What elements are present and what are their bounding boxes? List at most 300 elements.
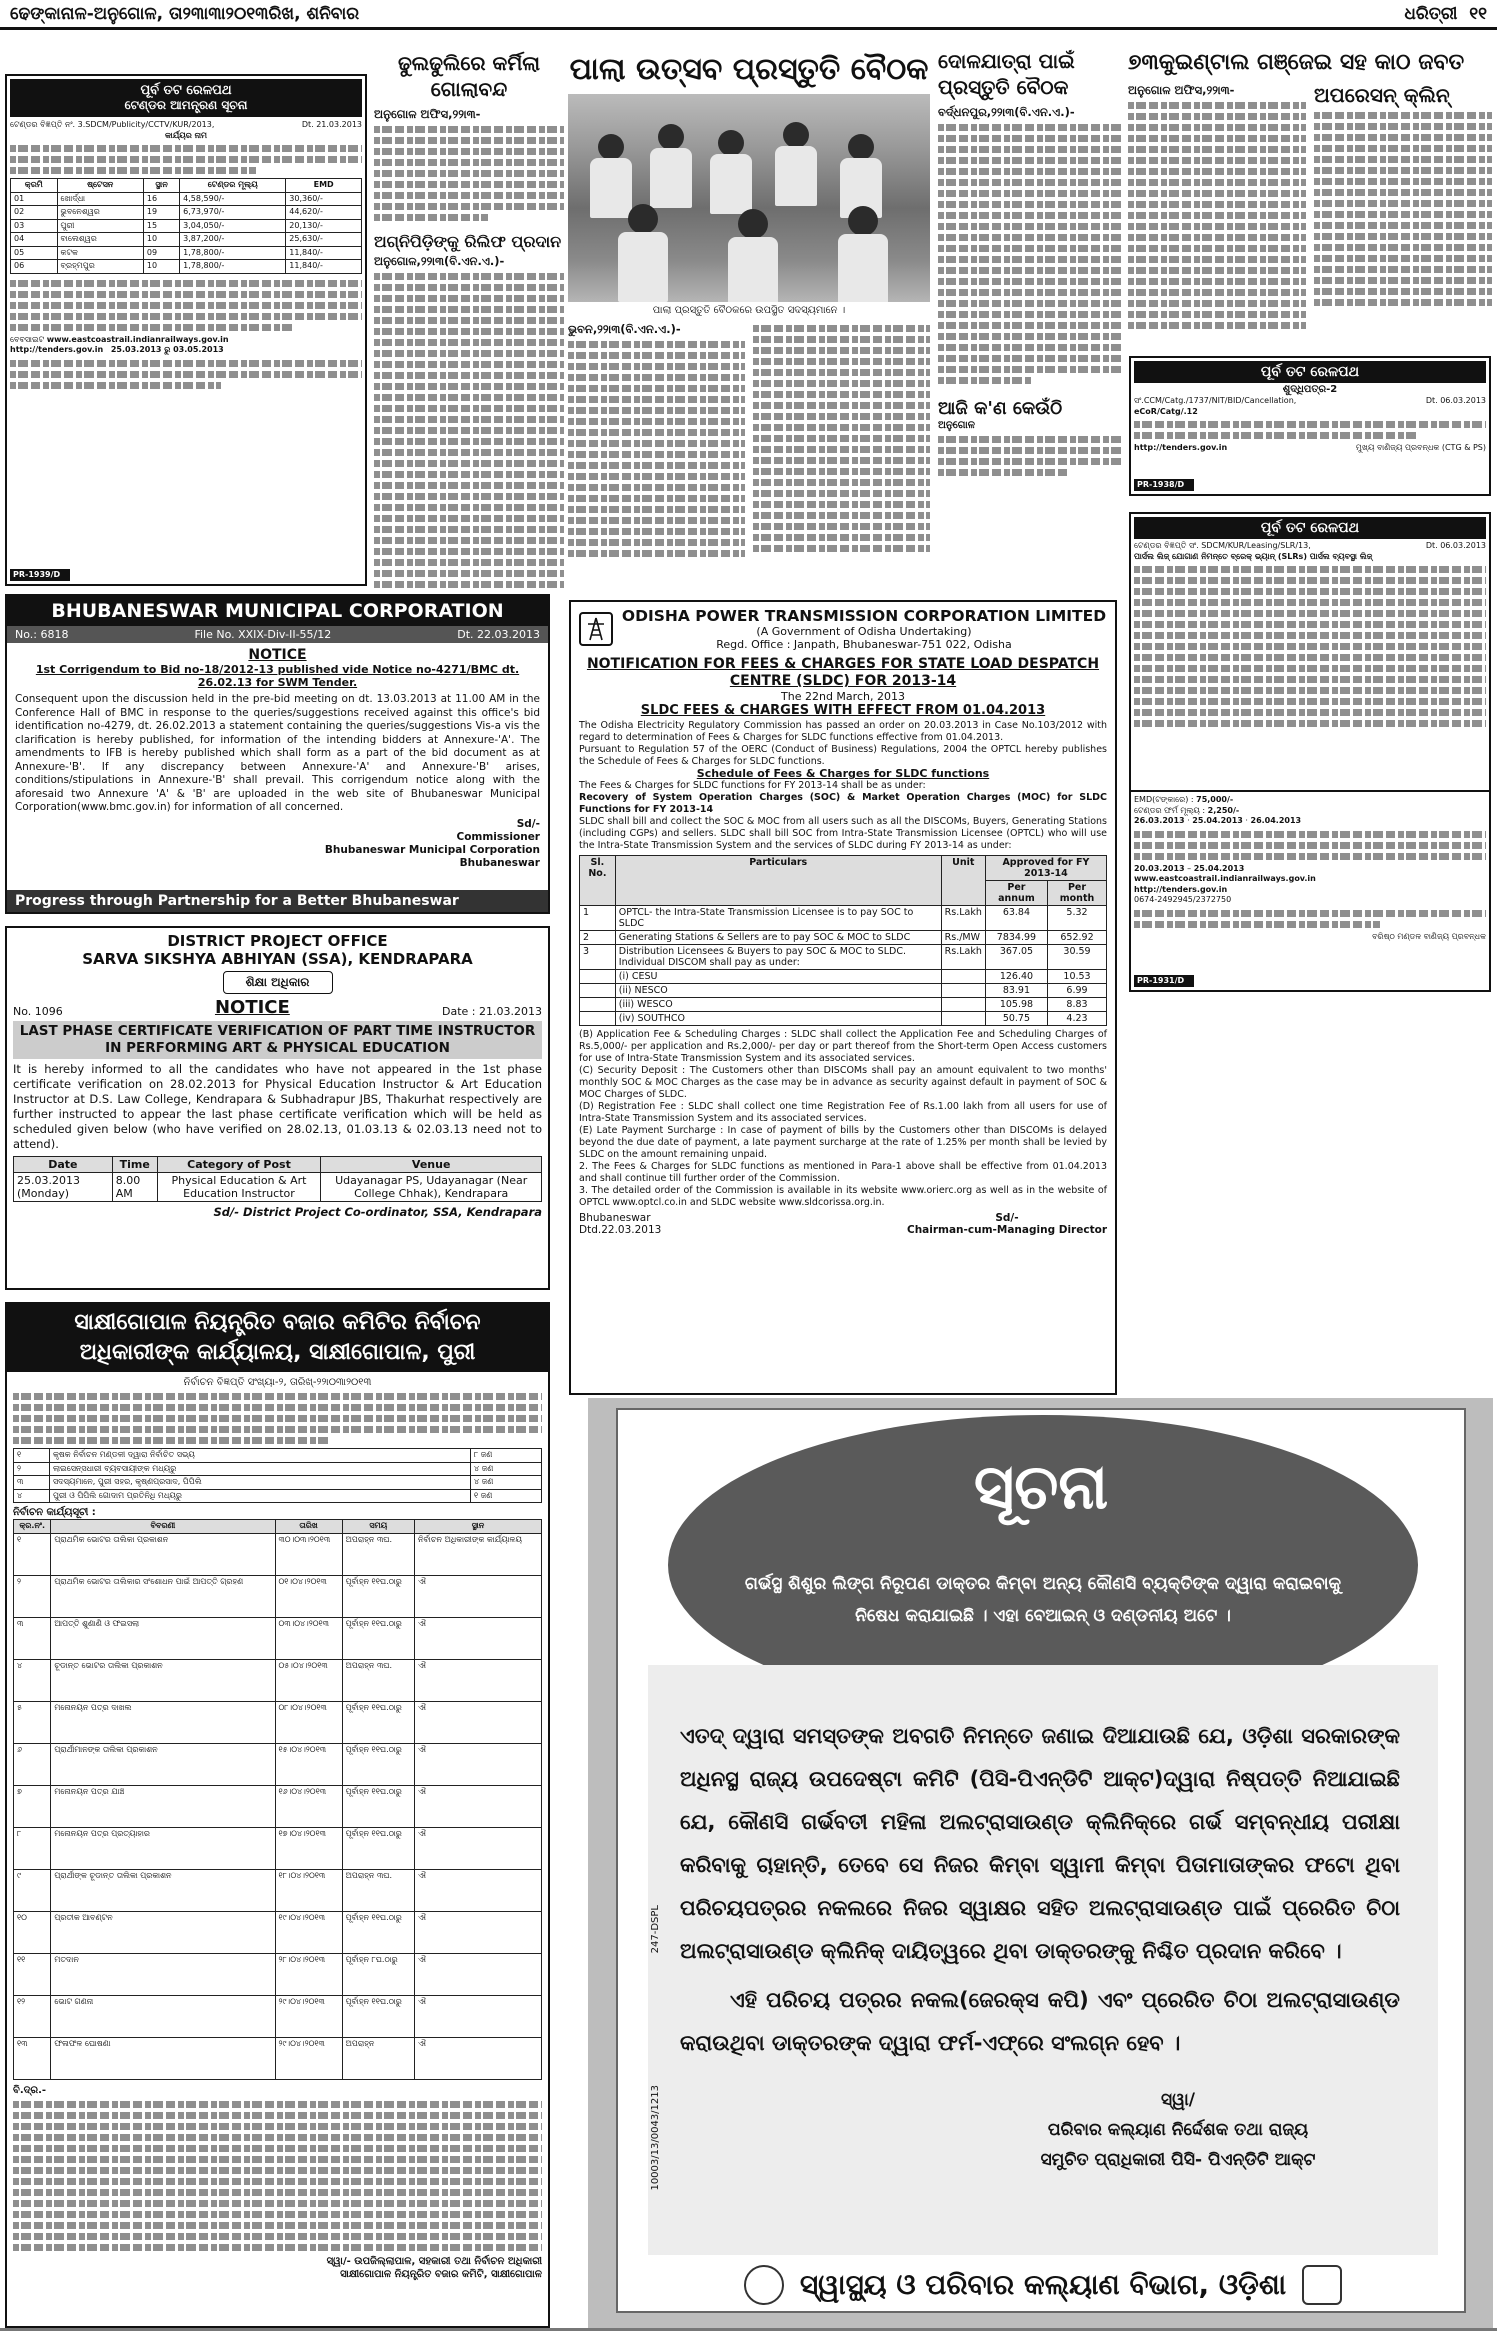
optcl-cell: 30.59 — [1048, 945, 1107, 970]
health-side1: 247-DSPL — [650, 1905, 661, 1954]
sakhi-cell: ଆପତ୍ତି ଶୁଣାଣି ଓ ଫଇସଲା — [51, 1617, 275, 1659]
sakhi-cell: ପ୍ରାଥମିକ ଭୋଟର ତାଲିକା ପ୍ରକାଶନ — [51, 1533, 275, 1575]
story-ganja-col2 — [1314, 82, 1492, 333]
rail-ad-date: Dt. 21.03.2013 — [301, 120, 362, 129]
rail-big-org: ପୂର୍ବ ତଟ ରେଳପଥ — [1134, 517, 1486, 539]
optcl-th: Particulars — [615, 856, 941, 906]
story-tulu-subheadline: ଅଗ୍ନିପିଡ଼ିଙ୍କୁ ରିଲିଫ ପ୍ରଦାନ — [374, 232, 562, 251]
story-tulu-sub-body — [374, 253, 564, 590]
sakhi-cell: ଅପରାହ୍ନ ୩ଘ. — [342, 1533, 414, 1575]
optcl-subcell: 50.75 — [985, 1012, 1047, 1026]
sakhi-cell: ପୂର୍ବାହ୍ନ ୧୧ଘ.ଠାରୁ — [342, 1995, 414, 2037]
optcl-cell: Rs.Lakh — [941, 906, 985, 931]
ssa-th: Venue — [321, 1157, 542, 1173]
optcl-item-d: (D) Registration Fee : SLDC shall collect one time Registration Fee of Rs.1.00 lakh from all users for use of Intra-State Transmission System and its associated services. — [579, 1101, 1107, 1124]
optcl-title: ODISHA POWER TRANSMISSION CORPORATION LIMITED — [621, 607, 1107, 625]
story-pala-col2 — [753, 321, 930, 561]
sakhi-cell: ଐ — [415, 1785, 542, 1827]
optcl-logo — [579, 612, 613, 646]
sakhi-cell: ୦୮।୦୪।୨୦୧୩ — [275, 1701, 342, 1743]
optcl-sd: Sd/- — [995, 1212, 1019, 1224]
sakhi-cell: ପ୍ରାର୍ଥୀଙ୍କ ଚୂଡାନ୍ତ ତାଲିକା ପ୍ରକାଶନ — [51, 1869, 275, 1911]
story-pala-col1 — [568, 321, 745, 561]
ssa-td: 25.03.2013 (Monday) — [14, 1173, 113, 1202]
sakhi-cell: ଐ — [415, 1701, 542, 1743]
optcl-subcell: 83.91 — [985, 984, 1047, 998]
bmc-corrigendum: 1st Corrigendum to Bid no-18/2012-13 published vide Notice no-4271/BMC dt. 26.02.13 for SWM Tender. — [35, 663, 520, 689]
optcl-cell: 367.05 — [985, 945, 1047, 970]
nrhm-logo-icon — [744, 2265, 784, 2305]
rail-big-lines — [1134, 566, 1486, 727]
bmc-date: Dt. 22.03.2013 — [457, 628, 540, 641]
sakhigopal-notice — [5, 1302, 550, 2328]
rail-cell: 06 — [11, 260, 58, 274]
optcl-item2: 2. The Fees & Charges for SLDC functions as mentioned in Para-1 above shall be effective from 01.04.2013 and shall continue till further order of the Commission. — [579, 1161, 1107, 1184]
optcl-subcell: 126.40 — [985, 970, 1047, 984]
sakhi-cell: ଅପରାହ୍ନ — [342, 2037, 414, 2079]
rail-big-title: ପାର୍ସଲ ଲିଜ୍ ଯୋଗାଣ ନିମନ୍ତେ ବ୍ରେକ୍ ଭ୍ୟାନ୍ (SLRs) ପାର୍ସଲ ବ୍ୟବସ୍ଥା ଲିଜ୍ — [1134, 551, 1373, 561]
rail-cell: 02 — [11, 206, 58, 220]
sakhi-cell: ଚୂଡାନ୍ତ ଭୋଟର ତାଲିକା ପ୍ରକାଶନ — [51, 1659, 275, 1701]
sakhi-cell: ୧୫।୦୪।୨୦୧୩ — [275, 1743, 342, 1785]
rail-ad-site2[interactable]: http://tenders.gov.in — [10, 345, 104, 354]
sakhi-cell: ଐ — [415, 1995, 542, 2037]
rail-big-fee-label: ଟେଣ୍ଡର ଫର୍ମ ମୂଲ୍ୟ — [1134, 805, 1200, 815]
story-tulu-dateline: ଅନୁଗୋଳ ଅଫିସ,୨୨ା୩- — [374, 107, 481, 121]
optcl-cell: 652.92 — [1048, 931, 1107, 945]
optcl-subcell: 105.98 — [985, 998, 1047, 1012]
rail-row — [11, 219, 362, 233]
optcl-footer — [579, 1212, 1107, 1236]
optcl-subcell: 8.83 — [1048, 998, 1107, 1012]
rail-row — [11, 260, 362, 274]
rail-ad-site1[interactable]: www.eastcoastrail.indianrailways.gov.in — [46, 334, 229, 344]
rail-ad-site-line2 — [10, 345, 362, 356]
rail-cell: ବ୍ରହ୍ମପୁର — [57, 260, 143, 274]
sakhi-row — [14, 1659, 542, 1701]
rail-big-emd-label: EMD(ଟଙ୍କାରେ) — [1134, 795, 1189, 804]
sakhi-cell: ୧୭।୦୪।୨୦୧୩ — [275, 1827, 342, 1869]
health-title: ସୂଚନା — [973, 1450, 1109, 1523]
sakhi-member-cell: ଲାଇସେନ୍ସଧାରୀ ବ୍ୟବସାୟୀଙ୍କ ମଧ୍ୟରୁ — [49, 1462, 470, 1476]
rail-th: ଷ୍ଟେସନ — [57, 179, 143, 193]
health-body-box — [648, 1665, 1438, 2255]
rail-cell: 1,78,800/- — [180, 260, 286, 274]
ssa-notice-title: NOTICE — [214, 997, 290, 1018]
health-body2: ଏହି ପରିଚୟ ପତ୍ରର ନକଲ(ଜେରକ୍ସ କପି) ଏବଂ ପ୍ରେରିତ ଚିଠା ଅଲଟ୍ରାସାଉଣ୍ଡ କରାଉଥିବା ଡାକ୍ତରଙ୍କ ଦ୍ୱାରା ଫର୍ମ-ଏଫ୍‌ରେ ସଂଲଗ୍ନ ହେବ । — [680, 1988, 1400, 2055]
sakhi-cell: ମତଦାନ — [51, 1953, 275, 1995]
rail-big-ref — [1134, 541, 1486, 552]
rail-cell: 20,130/- — [286, 219, 362, 233]
sakhi-cell: ୬ — [14, 1743, 51, 1785]
rail-cell: 25,630/- — [286, 233, 362, 247]
sakhi-intro — [13, 1393, 542, 1444]
ssa-td: 8.00 AM — [112, 1173, 157, 1202]
rail-big-date-item: 26.04.2013 — [1250, 816, 1302, 825]
sakhi-cell: ୧୨ — [14, 1995, 51, 2037]
sakhi-member-cell: ୩ — [14, 1476, 50, 1490]
story-ganja-col1 — [1128, 82, 1306, 333]
optcl-sub-heading: SLDC FEES & CHARGES WITH EFFECT FROM 01.04.2013 — [640, 703, 1046, 718]
bmc-notice — [5, 594, 550, 914]
sakhi-program-table — [13, 1519, 542, 2080]
sakhi-member-row — [14, 1489, 542, 1503]
sakhi-row — [14, 1701, 542, 1743]
sakhi-row — [14, 1575, 542, 1617]
rail-row — [11, 206, 362, 220]
sakhi-cell: ୦୩।୦୪।୨୦୧୩ — [275, 1617, 342, 1659]
optcl-row — [580, 906, 1107, 931]
optcl-sub: (A Government of Odisha Undertaking) — [756, 625, 972, 638]
rail-big-fee-value: 2,250/- — [1207, 805, 1240, 815]
rail-th: EMD — [286, 179, 362, 193]
story-tulu-headline: ଢୁଲଢୁଲିରେ କର୍ମିଲା ଗୋଲାବନ୍ଦ — [397, 51, 541, 101]
optcl-th: Per month — [1048, 881, 1107, 906]
sakhi-cell: ୦୧।୦୪।୨୦୧୩ — [275, 1575, 342, 1617]
bmc-file: File No. XXIX-Div-II-55/12 — [194, 628, 332, 641]
story-ganja-sub: ଅପରେସନ୍ କ୍ଲିନ୍ — [1314, 83, 1450, 107]
sakhi-member-cell: ପୁରୀ ଓ ପିପିଲି ଗୋଦାମ ପ୍ରତିନିଧି ମଧ୍ୟରୁ — [49, 1489, 470, 1503]
bmc-signature — [15, 818, 540, 870]
ssa-title1: DISTRICT PROJECT OFFICE — [167, 932, 388, 950]
sakhi-cell: ପୂର୍ବାହ୍ନ ୧୧ଘ.ଠାରୁ — [342, 1827, 414, 1869]
sakhi-cell: ୨୮।୦୪।୨୦୧୩ — [275, 1953, 342, 1995]
sakhi-cell: ଅପରାହ୍ନ ୩ଘ. — [342, 1659, 414, 1701]
sakhi-title1: ସାକ୍ଷୀଗୋପାଳ ନିୟନ୍ତ୍ରିତ ବଜାର କମିଟିର ନିର୍ବାଚନ — [74, 1310, 481, 1335]
sakhi-members-table — [13, 1448, 542, 1503]
optcl-item1: The Fees & Charges for SLDC functions for FY 2013-14 shall be as under: — [579, 780, 926, 791]
rail-cell: ଭୁବନେଶ୍ୱର — [57, 206, 143, 220]
health-footer-text: ସ୍ୱାସ୍ଥ୍ୟ ଓ ପରିବାର କଲ୍ୟାଣ ବିଭାଗ, ଓଡ଼ିଶା — [799, 2268, 1287, 2301]
story-ganja-headline: ୭୩କୁଇଣ୍ଟାଲ ଗଞ୍ଜେଇ ସହ କାଠ ଜବତ — [1128, 50, 1465, 75]
sakhi-member-cell: ସଦସ୍ୟମାନେ, ପୁରୀ ସହର, କୃଷ୍ଣପ୍ରସାଦ, ପିପିଲି — [49, 1476, 470, 1490]
rail-big-lines2 — [1134, 831, 1486, 860]
rail-big-site2[interactable]: http://tenders.gov.in — [1134, 884, 1228, 894]
sakhi-cell: ୧୩ — [14, 2037, 51, 2079]
sakhi-cell: ୯ — [14, 1869, 51, 1911]
ssa-date: Date : 21.03.2013 — [442, 1005, 542, 1018]
health-lead: ଗର୍ଭସ୍ଥ ଶିଶୁର ଲିଙ୍ଗ ନିରୂପଣ ଡାକ୍ତର କିମ୍ବା ଅନ୍ୟ କୌଣସି ବ୍ୟକ୍ତିଙ୍କ ଦ୍ୱାରା କରାଇବାକୁ ନିଷେଧ କରାଯାଇଛି । ଏହା ବେଆଇନ୍ ଓ ଦଣ୍ଡନୀୟ ଅଟେ । — [744, 1574, 1342, 1626]
bmc-body: Consequent upon the discussion held in the pre-bid meeting on dt. 13.03.2013 at 11.00 AM in the Conference Hall of BMC in response to the queries/suggestions received against this office's bid identification no-4279, dt. 26.02.2013 a statement containing the queries/suggestions Vis-a vis the clarification is hereby published, for information of the intending bidders at Annexure-'A'. The amendments to IFB is hereby published which shall form as a part of the bid document as at Annexure-'B'. If any discrepancy between Annexure-'A' and Annexure-'B' arises, conditions/stipulations in Annexure-'B' shall prevail. This corrigendum notice along with the aforesaid two Annexure 'A' & 'B' are uploaded in the web site of Bhubaneswar Municipal Corporation(www.bmc.gov.in) for information of all concerned. — [15, 693, 540, 813]
story-pala-caption: ପାଲା ପ୍ରସ୍ତୁତି ବୈଠକରେ ଉପସ୍ଥିତ ସଦସ୍ୟମାନେ । — [652, 305, 846, 316]
rail-big-date-item: 26.03.2013 — [1134, 816, 1185, 825]
story-dol-body — [938, 104, 1123, 388]
rail-big-date: Dt. 06.03.2013 — [1425, 541, 1486, 550]
sakhi-cell: ଐ — [415, 1911, 542, 1953]
sakhi-row — [14, 1743, 542, 1785]
ssa-th: Date — [14, 1157, 113, 1173]
optcl-subcell: (i) CESU — [615, 970, 941, 984]
optcl-cell: 3 — [580, 945, 616, 970]
optcl-subrow — [580, 970, 1107, 984]
sakhi-cell: ପ୍ରାର୍ଥୀମାନଙ୍କ ତାଲିକା ପ୍ରକାଶନ — [51, 1743, 275, 1785]
optcl-subrow — [580, 1012, 1107, 1026]
sakhi-member-cell: ୪ — [14, 1489, 50, 1503]
rail-small-org: ପୂର୍ବ ତଟ ରେଳପଥ — [1134, 361, 1486, 383]
story-ganja-dateline: ଅନୁଗୋଳ ଅଫିସ,୨୨ା୩- — [1128, 83, 1235, 97]
sakhi-member-cell: କୃଷକ ନିର୍ବାଚନ ମଣ୍ଡଳୀ ଦ୍ୱାରା ନିର୍ବାଚିତ ସଭ୍ୟ — [49, 1449, 470, 1463]
rail-ad-code: PR-1939/D — [10, 569, 70, 582]
rail-big-lines3 — [1134, 910, 1486, 928]
optcl-tower-icon — [583, 616, 609, 642]
sakhi-th: ସ୍ଥାନ — [415, 1520, 542, 1534]
sakhi-row — [14, 1953, 542, 1995]
railway-corrigendum-ad — [1129, 356, 1491, 496]
sakhi-cell: ୨୯।୦୪।୨୦୧୩ — [275, 2037, 342, 2079]
sakhi-member-row — [14, 1462, 542, 1476]
optcl-th: Per annum — [985, 881, 1047, 906]
sakhi-cell: ଐ — [415, 2037, 542, 2079]
optcl-sign: Chairman-cum-Managing Director — [906, 1224, 1107, 1236]
sakhi-cell: ଐ — [415, 1617, 542, 1659]
rail-cell: 19 — [143, 206, 179, 220]
rail-small-sign: ମୁଖ୍ୟ ବାଣିଜ୍ୟ ପ୍ରବନ୍ଧକ (CTG & PS) — [1355, 443, 1486, 452]
optcl-subrow — [580, 984, 1107, 998]
sakhi-cell: ୧୬।୦୪।୨୦୧୩ — [275, 1785, 342, 1827]
rail-cell: 15 — [143, 219, 179, 233]
sakhi-cell: ନିର୍ବାଚନ ଅଧିକାରୀଙ୍କ କାର୍ଯ୍ୟାଳୟ — [415, 1533, 542, 1575]
header-dateline: ଢେଙ୍କାନାଳ-ଅନୁଗୋଳ, ତା୨୩ା୩ା୨୦୧୩ରିଖ, ଶନିବାର — [10, 3, 360, 24]
rail-cell: 10 — [143, 233, 179, 247]
rail-ad-title: ଟେଣ୍ଡର ଆମନ୍ତ୍ରଣ ସୂଚନା — [124, 98, 248, 112]
ssa-notice — [5, 926, 550, 1290]
sakhi-row — [14, 1911, 542, 1953]
rail-ad-table — [10, 178, 362, 274]
optcl-item-a: Recovery of System Operation Charges (SOC) & Market Operation Charges (MOC) for SLDC Functions for FY 2013-14 — [579, 792, 1107, 815]
rail-small-ref — [1134, 396, 1486, 407]
sakhi-cell: ୨୯।୦୪।୨୦୧୩ — [275, 1995, 342, 2037]
optcl-item-a-body: SLDC shall bill and collect the SOC & MOC from all users such as all the DISCOMs, Buyers, Generating Stations (including CGPs) and sellers. SLDC shall bill SOC from Intra-State Transmission Licensee (OPTCL) who will use the Intra-State Transmission System and the services of SLDC during FY 2013-14 as under: — [579, 816, 1107, 851]
sakhi-cell: ପୂର୍ବାହ୍ନ ୧୧ଘ.ଠାରୁ — [342, 1743, 414, 1785]
page-number: ୧୧ — [1469, 3, 1487, 24]
story-pala-photo — [568, 94, 930, 302]
rail-big-emd-value: 75,000/- — [1196, 795, 1234, 804]
sakhi-prog-label: ନିର୍ବାଚନ କାର୍ଯ୍ୟସୂଚୀ : — [13, 1507, 96, 1518]
rail-ad-conditions — [10, 280, 362, 331]
sakhi-cell: ୭ — [14, 1785, 51, 1827]
rail-th: କ୍ରମି — [11, 179, 58, 193]
sakhi-cell: ୧୧ — [14, 1953, 51, 1995]
optcl-office: Regd. Office : Janpath, Bhubaneswar-751 022, Odisha — [716, 638, 1012, 651]
sakhi-member-cell: ୪ ଜଣ — [471, 1462, 542, 1476]
optcl-th: Approved for FY 2013-14 — [985, 856, 1106, 881]
rail-cell: 01 — [11, 192, 58, 206]
optcl-subcell: 4.23 — [1048, 1012, 1107, 1026]
sakhi-cell: ଅପରାହ୍ନ ୩ଘ. — [342, 1869, 414, 1911]
sakhi-cell: ୩୦।୦୩।୨୦୧୩ — [275, 1533, 342, 1575]
sakhi-row — [14, 1995, 542, 2037]
bmc-title: BHUBANESWAR MUNICIPAL CORPORATION — [7, 596, 548, 626]
story-pala-dateline: ଭୁବନ,୨୨ା୩(ବି.ଏନ.ଏ.)- — [568, 322, 681, 336]
sakhi-row — [14, 1785, 542, 1827]
sakhi-row — [14, 1869, 542, 1911]
sakhi-member-cell: ୨ — [14, 1462, 50, 1476]
story-dol-headline: ଦୋଳଯାତ୍ରା ପାଇଁ ପ୍ରସ୍ତୁତି ବୈଠକ — [938, 49, 1075, 99]
rail-cell: 10 — [143, 260, 179, 274]
optcl-cell: 1 — [580, 906, 616, 931]
sakhi-row — [14, 1533, 542, 1575]
optcl-subcell: (iv) SOUTHCO — [615, 1012, 941, 1026]
rail-row — [11, 246, 362, 260]
sakhi-cell: ୦୫।୦୪।୨୦୧୩ — [275, 1659, 342, 1701]
sakhi-cell: ୮ — [14, 1827, 51, 1869]
rail-ad-header — [10, 79, 362, 117]
optcl-cell: 5.32 — [1048, 906, 1107, 931]
optcl-place: Bhubaneswar — [579, 1212, 651, 1224]
sakhi-cell: ଐ — [415, 1575, 542, 1617]
optcl-cell: 63.84 — [985, 906, 1047, 931]
rail-big-range: 20.03.2013 – 25.04.2013 — [1134, 863, 1245, 873]
sakhi-cell: ୧ — [14, 1533, 51, 1575]
rail-cell: କଟକ — [57, 246, 143, 260]
rail-cell: 4,58,590/- — [180, 192, 286, 206]
sakhi-member-row — [14, 1449, 542, 1463]
railway-tender-ad — [5, 74, 367, 586]
optcl-p2: Pursuant to Regulation 57 of the OERC (Conduct of Business) Regulations, 2004 the OPTCL hereby publishes the Schedule of Fees & Charges for SLDC functions. — [579, 744, 1107, 767]
rail-small-site[interactable]: http://tenders.gov.in — [1134, 443, 1228, 452]
optcl-schedule: Schedule of Fees & Charges for SLDC functions — [696, 767, 990, 780]
sakhi-th: ତାରିଖ — [275, 1520, 342, 1534]
optcl-row — [580, 945, 1107, 970]
sakhi-th: କ୍ର.ନଂ. — [14, 1520, 51, 1534]
bmc-sign1: Commissioner — [456, 830, 540, 843]
railway-leasing-ad-cont — [1129, 792, 1491, 992]
optcl-p1: The Odisha Electricity Regulatory Commission has passed an order on 20.03.2013 in Case No.103/2012 with regard to determination of Fees & Charges for SLDC functions effective from 01.04.2013. — [579, 720, 1107, 743]
story-pala — [568, 50, 930, 595]
health-sign3: ସମୁଚିତ ପ୍ରାଧିକାରୀ ପିସି- ପିଏନ୍‌ଡିଟି ଆକ୍ଟ — [1040, 2150, 1316, 2170]
rail-small-title: ଶୁଦ୍ଧିପତ୍ର-2 — [1282, 384, 1338, 395]
rail-cell: 44,620/- — [286, 206, 362, 220]
story-tulu-sub-dateline: ଅନୁଗୋଳ,୨୨ା୩(ବି.ଏନ.ଏ.)- — [374, 254, 505, 268]
sakhi-member-row — [14, 1476, 542, 1490]
sakhi-row — [14, 1617, 542, 1659]
sakhi-cell: ମନୋନୟନ ପତ୍ର ଦାଖଲ — [51, 1701, 275, 1743]
sakhi-cell: ପୂର୍ବାହ୍ନ ୧୧ଘ.ଠାରୁ — [342, 1575, 414, 1617]
ssa-no: No. 1096 — [13, 1005, 63, 1018]
sakhi-cell: ୪ — [14, 1659, 51, 1701]
rail-small-date: Dt. 06.03.2013 — [1425, 396, 1486, 405]
rail-cell: 30,360/- — [286, 192, 362, 206]
optcl-item-e: (E) Late Payment Surcharge : In case of payment of bills by the Customers other than DISCOMs is delayed beyond the due date of payment, a late payment surcharge at the rate of 1.25% per month shall be levied by SLDC on the amount remaining unpaid. — [579, 1125, 1107, 1160]
sakhi-cell: ଐ — [415, 1953, 542, 1995]
header-brand — [1404, 4, 1487, 24]
rail-th: ଟେଣ୍ଡର ମୂଲ୍ୟ — [180, 179, 286, 193]
story-dol-dateline: ବର୍ଦ୍ଧନପୁର,୨୨ା୩(ବି.ଏନ.ଏ.)- — [938, 105, 1075, 119]
brand-name: ଧରିତ୍ରୀ — [1404, 3, 1458, 24]
sakhi-notes — [13, 2101, 542, 2251]
sakhi-row — [14, 1827, 542, 1869]
optcl-item-b: (B) Application Fee & Scheduling Charges : SLDC shall collect the Application Fee and Scheduling Charges of Rs.5,000/- per application and Rs.2,000/- per day or part thereof from the Short-term Open Access customers for use of Intra-State Transmission System and its associated services. — [579, 1029, 1107, 1064]
bmc-no: No.: 6818 — [15, 628, 69, 641]
sakhi-cell: ୨ — [14, 1575, 51, 1617]
optcl-dated: The 22nd March, 2013 — [781, 690, 905, 703]
health-notice — [588, 1398, 1493, 2328]
odisha-emblem-icon — [1302, 2265, 1342, 2305]
rail-cell: 6,73,970/- — [180, 206, 286, 220]
health-sign2: ପରିବାର କଲ୍ୟାଣ ନିର୍ଦ୍ଦେଶକ ତଥା ରାଜ୍ୟ — [1047, 2120, 1309, 2140]
optcl-subcell: 10.53 — [1048, 970, 1107, 984]
bmc-sign3: Bhubaneswar — [459, 856, 540, 869]
sakhi-note-label: ବି.ଦ୍ର.- — [13, 2084, 47, 2096]
sakhi-cell: ଐ — [415, 1827, 542, 1869]
health-signature — [968, 2085, 1388, 2175]
story-tulu-body — [374, 106, 564, 225]
health-sign1: ସ୍ୱା/ — [1160, 2090, 1195, 2110]
sakhi-member-cell: ୧ ଜଣ — [471, 1489, 542, 1503]
sakhi-cell: ପୂର୍ବାହ୍ନ ୧୧ଘ.ଠାରୁ — [342, 1785, 414, 1827]
optcl-cell: Distribution Licensees & Buyers to pay SOC & MOC to SLDC. Individual DISCOM shall pay as under: — [615, 945, 941, 970]
bmc-footer: Progress through Partnership for a Better Bhubaneswar — [7, 890, 548, 912]
sakhi-cell: ୫ — [14, 1701, 51, 1743]
sakhi-cell: ପୂର୍ବାହ୍ନ ୧୧ଘ.ଠାରୁ — [342, 1617, 414, 1659]
page-header — [0, 0, 1497, 30]
rail-ad-ref-no: ଟେଣ୍ଡର ବିଜ୍ଞପ୍ତି ନଂ. 3.SDCM/Publicity/CCTV/KUR/2013, — [10, 120, 215, 129]
sakhi-th: ସମୟ — [342, 1520, 414, 1534]
optcl-heading: NOTIFICATION FOR FEES & CHARGES FOR STATE LOAD DESPATCH CENTRE (SLDC) FOR 2013-14 — [586, 656, 1100, 689]
optcl-cell: 7834.99 — [985, 931, 1047, 945]
rail-big-date-item: 25.04.2013 — [1192, 816, 1243, 825]
bmc-ref — [7, 626, 548, 643]
bmc-notice-title: NOTICE — [248, 647, 307, 663]
sakhi-th: ବିବରଣୀ — [51, 1520, 275, 1534]
sakhi-row — [14, 2037, 542, 2079]
rail-small-foot — [1134, 443, 1486, 454]
rail-cell: 3,04,050/- — [180, 219, 286, 233]
rail-ad-more — [10, 360, 362, 389]
ssa-body: It is hereby informed to all the candidates who have not appeared in the 1st phase certificate verification on 28.02.2013 for Physical Education Instructor & Art Education Instructor at D.S. Law College, Kendrapara & Subhadrapur JBS, Thakurhat respectively are further instructed to appear the last phase certificate verification which will be held as scheduled given below (who have verified on 28.02.13, 01.03.13 & 02.03.13 need not to attend). — [13, 1062, 542, 1151]
bmc-sign2: Bhubaneswar Municipal Corporation — [324, 843, 540, 856]
sakhi-cell: ୩ — [14, 1617, 51, 1659]
optcl-cell: 2 — [580, 931, 616, 945]
rail-cell: 05 — [11, 246, 58, 260]
sakhi-title2: ଅଧିକାରୀଙ୍କ କାର୍ଯ୍ୟାଳୟ, ସାକ୍ଷୀଗୋପାଳ, ପୁରୀ — [79, 1340, 476, 1365]
rail-ad-intro-lines — [10, 145, 362, 174]
optcl-item-c: (C) Security Deposit : The Customers other than DISCOMs shall pay an amount equivalent to two months' monthly SOC & MOC Charges as the case may be in advance as security against default in payment of SOC & MOC Charges of SLDC. — [579, 1065, 1107, 1100]
rail-row — [11, 233, 362, 247]
rail-cell: 04 — [11, 233, 58, 247]
optcl-subcell: (ii) NESCO — [615, 984, 941, 998]
rail-small-code: PR-1938/D — [1134, 479, 1194, 492]
rail-ad-site-line: ବେବସାଇଟ www.eastcoastrail.indianrailways.gov.in — [10, 334, 229, 344]
sakhi-cell: ୧୦ — [14, 1911, 51, 1953]
ssa-th: Time — [112, 1157, 157, 1173]
sakhi-cell: ପୂର୍ବାହ୍ନ ୮ଘ.ଠାରୁ — [342, 1953, 414, 1995]
health-side2: 10003/13/0043/1213 — [650, 2085, 661, 2191]
sakhi-cell: ୧୯।୦୪।୨୦୧୩ — [275, 1911, 342, 1953]
sakhi-cell: ପ୍ରାଥମିକ ଭୋଟର ତାଲିକାର ସଂଶୋଧନ ପାଇଁ ଆପତ୍ତି ଗ୍ରହଣ — [51, 1575, 275, 1617]
story-dol-box-lines — [938, 436, 1123, 476]
sakhi-subtitle: ନିର୍ବାଚନ ବିଜ୍ଞପ୍ତି ସଂଖ୍ୟା-୨, ତାରିଖ୍‌-୨୨ା୦୩ା୨୦୧୩ — [183, 1377, 372, 1388]
rail-big-dates: 26.03.2013 · 25.04.2013 · 26.04.2013 — [1134, 816, 1302, 825]
rail-big-site1[interactable]: www.eastcoastrail.indianrailways.gov.in — [1134, 874, 1316, 883]
optcl-row — [580, 931, 1107, 945]
optcl-cell: OPTCL- the Intra-State Transmission Licensee is to pay SOC to SLDC — [615, 906, 941, 931]
rail-cell: ପୁରୀ — [57, 219, 143, 233]
rail-big-emd: EMD(ଟଙ୍କାରେ) : 75,000/- — [1134, 795, 1234, 804]
ssa-th: Category of Post — [157, 1157, 321, 1173]
optcl-table — [579, 855, 1107, 1026]
sakhi-cell: ୧୮।୦୪।୨୦୧୩ — [275, 1869, 342, 1911]
sakhi-cell: ପୂର୍ବାହ୍ନ ୧୧ଘ.ଠାରୁ — [342, 1911, 414, 1953]
optcl-notice — [569, 600, 1117, 1395]
optcl-date: Dtd.22.03.2013 — [579, 1224, 662, 1236]
story-ganja — [1128, 48, 1492, 348]
sakhi-cell: ମନୋନୟନ ପତ୍ର ଯାଞ୍ଚ — [51, 1785, 275, 1827]
rail-big-date-item: 25.04.2013 — [1193, 863, 1245, 873]
optcl-item3: 3. The detailed order of the Commission is available in its website www.orierc.org as well as in the website of OPTCL www.optcl.co.in and SLDC website www.sldcorissa.org.in. — [579, 1185, 1107, 1208]
optcl-subrow — [580, 998, 1107, 1012]
story-dol-box-headline: ଆଜି କ'ଣ କେଉଁଠି — [938, 398, 1063, 419]
